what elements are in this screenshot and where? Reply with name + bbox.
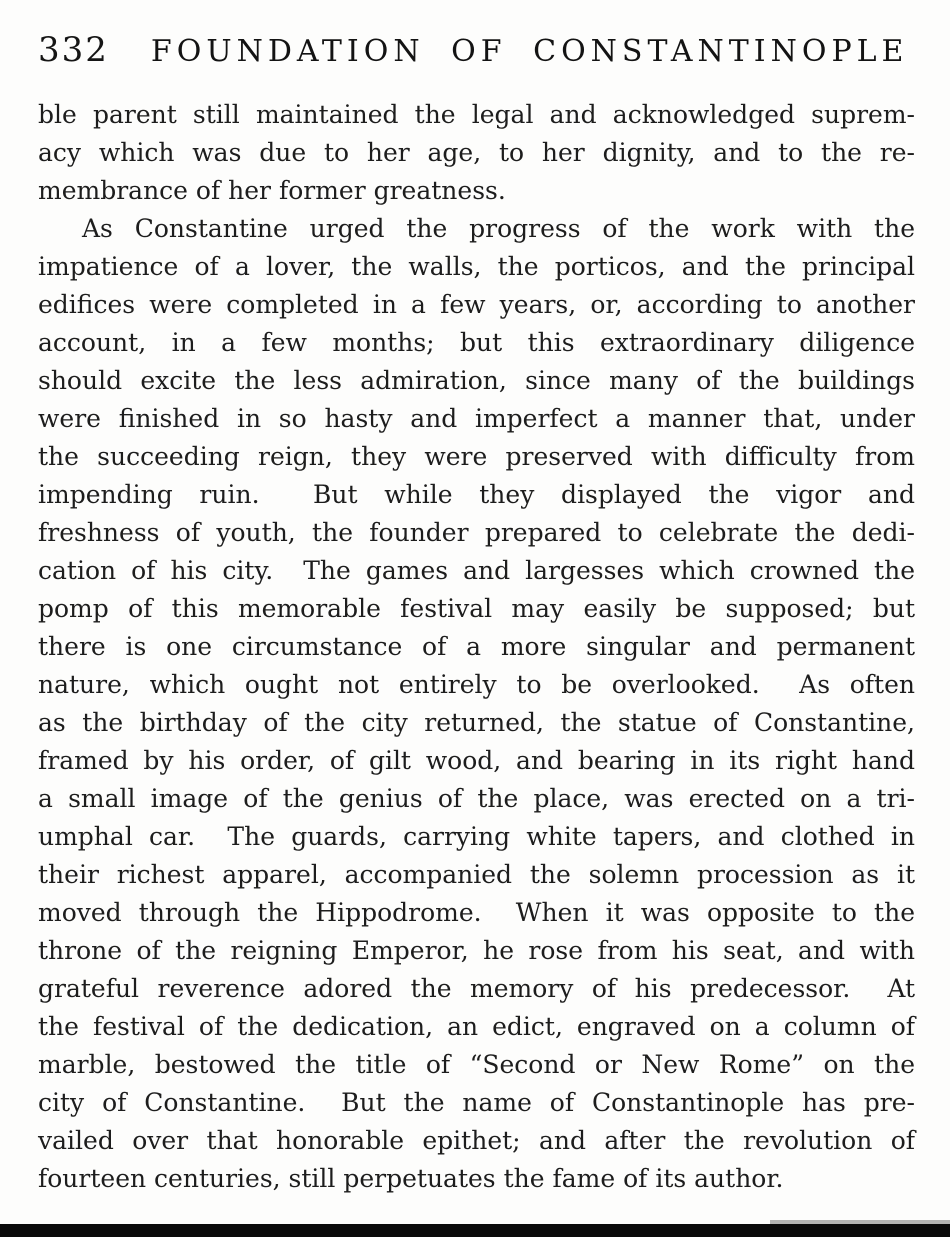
paragraph	[38, 210, 915, 1198]
running-title: FOUNDATION OF CONSTANTINOPLE	[150, 34, 909, 69]
text-line: account, in a few months; but this extraordinary diligence	[38, 328, 915, 357]
text-line: the festival of the dedication, an edict, engraved on a column of	[38, 1012, 915, 1041]
page-header	[0, 0, 950, 70]
text-line: pomp of this memorable festival may easily be supposed; but	[38, 594, 915, 623]
text-line: framed by his order, of gilt wood, and bearing in its right hand	[38, 746, 915, 775]
text-line: the succeeding reign, they were preserved with difficulty from	[38, 442, 915, 471]
text-line: moved through the Hippodrome. When it was opposite to the	[38, 898, 915, 927]
scan-bottom-edge	[0, 1224, 950, 1237]
text-line: fourteen centuries, still perpetuates the fame of its author.	[38, 1164, 784, 1193]
page-number: 332	[38, 30, 109, 70]
text-line: city of Constantine. But the name of Constantinople has pre-	[38, 1088, 915, 1117]
text-block	[38, 96, 915, 1198]
text-line: edifices were completed in a few years, or, according to another	[38, 290, 915, 319]
text-line: acy which was due to her age, to her dignity, and to the re-	[38, 138, 915, 167]
text-line: should excite the less admiration, since many of the buildings	[38, 366, 915, 395]
paragraph	[38, 96, 915, 210]
text-line: nature, which ought not entirely to be overlooked. As often	[38, 670, 915, 699]
text-line: membrance of her former greatness.	[38, 176, 506, 205]
text-line: throne of the reigning Emperor, he rose from his seat, and with	[38, 936, 915, 965]
text-line: their richest apparel, accompanied the solemn procession as it	[38, 860, 915, 889]
text-line: ble parent still maintained the legal and acknowledged suprem-	[38, 100, 915, 129]
text-line: freshness of youth, the founder prepared to celebrate the dedi-	[38, 518, 915, 547]
text-line: impending ruin. But while they displayed the vigor and	[38, 480, 915, 509]
text-line: cation of his city. The games and largesses which crowned the	[38, 556, 915, 585]
text-line: impatience of a lover, the walls, the porticos, and the principal	[38, 252, 915, 281]
text-line: were finished in so hasty and imperfect a manner that, under	[38, 404, 915, 433]
text-line: there is one circumstance of a more singular and permanent	[38, 632, 915, 661]
text-line: vailed over that honorable epithet; and after the revolution of	[38, 1126, 915, 1155]
text-line: umphal car. The guards, carrying white tapers, and clothed in	[38, 822, 915, 851]
text-line: a small image of the genius of the place, was erected on a tri-	[38, 784, 915, 813]
text-line: grateful reverence adored the memory of his predecessor. At	[38, 974, 915, 1003]
text-line: as the birthday of the city returned, the statue of Constantine,	[38, 708, 915, 737]
text-line: As Constantine urged the progress of the work with the	[82, 214, 915, 243]
text-line: marble, bestowed the title of “Second or New Rome” on the	[38, 1050, 915, 1079]
